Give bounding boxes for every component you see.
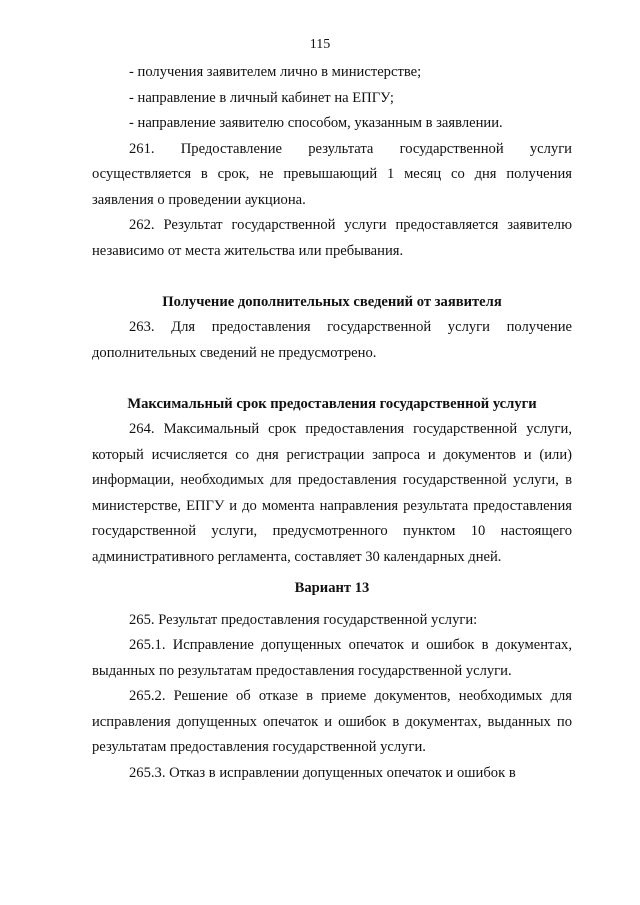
list-item-specified-method: - направление заявителю способом, указанным в заявлении. <box>129 115 503 131</box>
list-item-personal-cabinet: - направление в личный кабинет на ЕПГУ; <box>129 89 394 106</box>
paragraph-265-3: 265.3. Отказ в исправлении допущенных опечаток и ошибок в <box>129 764 516 781</box>
section-heading-variant-13: Вариант 13 <box>294 580 370 596</box>
section-heading-additional-info: Получение дополнительных сведений от заявителя <box>162 293 502 310</box>
paragraph-261: 261. Предоставление результата государственной услуги осуществляется в срок, не превышающий 1 месяц со дня получения заявления о проведении аукциона. <box>92 140 572 208</box>
paragraph-262: 262. Результат государственной услуги предоставляется заявителю независимо от места жительства или пребывания. <box>92 217 572 259</box>
page-number: 115 <box>309 37 331 52</box>
paragraph-265: 265. Результат предоставления государственной услуги: <box>129 611 478 628</box>
document-body <box>92 60 572 786</box>
section-heading-max-term: Максимальный срок предоставления государственной услуги <box>127 395 537 412</box>
paragraph-264: 264. Максимальный срок предоставления государственной услуги, который исчисляется со дня регистрации запроса и документов и (или) информации, необходимых для предоставления государственной услуги, в министерстве, ЕПГУ и до момента направления результата предоставления государственной услуги, предусмотренного пунктом 10 настоящего административного регламента, составляет 30 календарных дней. <box>92 421 572 565</box>
paragraph-263: 263. Для предоставления государственной услуги получение дополнительных сведений не предусмотрено. <box>92 319 572 361</box>
paragraph-265-2: 265.2. Решение об отказе в приеме документов, необходимых для исправления допущенных опечаток и ошибок в документах, выданных по результатам предоставления государственной услуги. <box>92 688 572 755</box>
paragraph-265-1: 265.1. Исправление допущенных опечаток и ошибок в документах, выданных по результатам предоставления государственной услуги. <box>92 637 572 679</box>
list-item-personal-receipt: - получения заявителем лично в министерстве; <box>129 64 422 80</box>
